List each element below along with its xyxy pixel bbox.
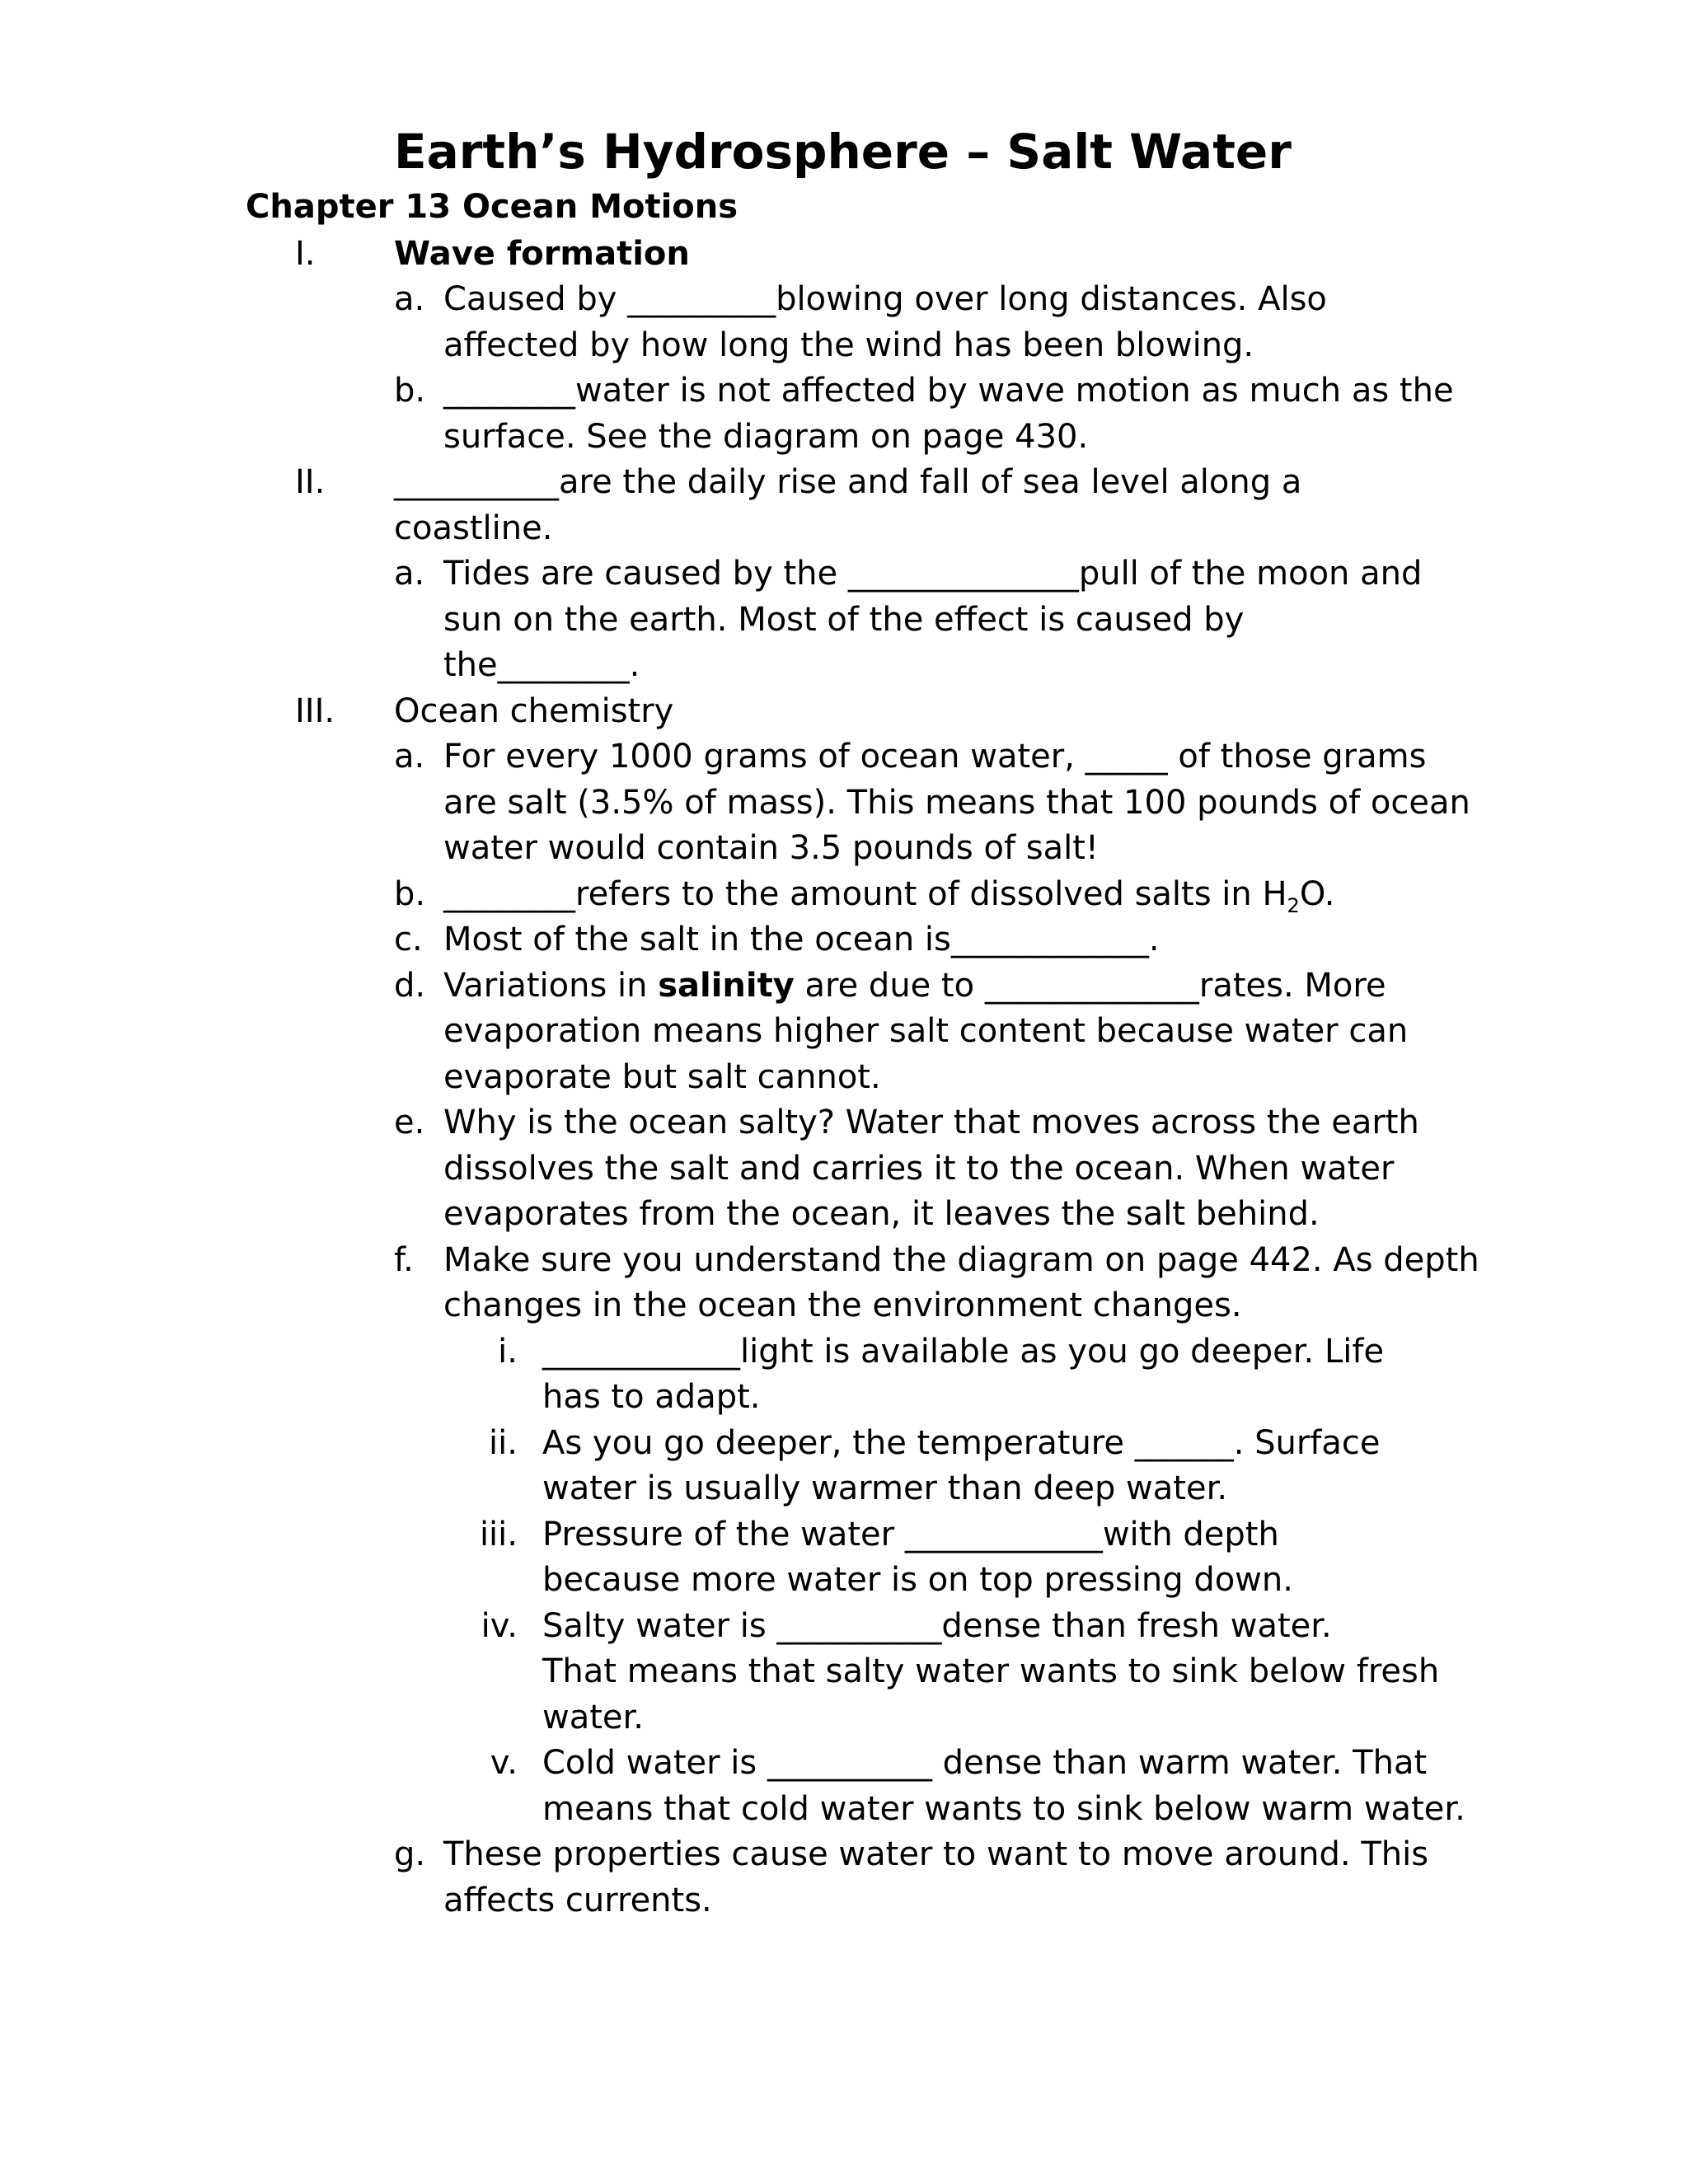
- item-line: the________.: [443, 646, 640, 684]
- section-line: __________are the daily rise and fall of sea level along a: [394, 463, 1302, 501]
- section-line: coastline.: [394, 509, 553, 547]
- subitem-line: Salty water is __________dense than fresh water.: [542, 1607, 1332, 1645]
- subitem-line: ____________light is available as you go deeper. Life: [542, 1333, 1385, 1371]
- item-line: ________water is not affected by wave motion as much as the: [443, 372, 1454, 410]
- item-letter: c.: [394, 921, 423, 958]
- item-line: Most of the salt in the ocean is____________.: [443, 921, 1160, 958]
- item-line: evaporate but salt cannot.: [443, 1058, 881, 1096]
- item-line-before: Variations in: [443, 967, 659, 1005]
- subitem-numeral: iii.: [479, 1516, 518, 1554]
- item-letter: e.: [394, 1104, 425, 1141]
- subitem-numeral: i.: [498, 1333, 518, 1371]
- item-line: evaporation means higher salt content because water can: [443, 1012, 1409, 1050]
- subitem-line: Cold water is __________ dense than warm water. That: [542, 1744, 1428, 1782]
- subitem-line: As you go deeper, the temperature ______. Surface: [542, 1424, 1381, 1462]
- chapter-heading: Chapter 13 Ocean Motions: [246, 188, 738, 226]
- item-line: dissolves the salt and carries it to the ocean. When water: [443, 1150, 1395, 1188]
- subitem-line: water.: [542, 1699, 645, 1736]
- subscript: 2: [1287, 894, 1300, 917]
- item-letter: a.: [394, 738, 425, 776]
- page-title: Earth’s Hydrosphere – Salt Water: [394, 124, 1292, 180]
- item-line: For every 1000 grams of ocean water, _____ of those grams: [443, 738, 1427, 776]
- item-letter: b.: [394, 875, 426, 913]
- item-line: water would contain 3.5 pounds of salt!: [443, 829, 1099, 867]
- item-letter: a.: [394, 280, 425, 318]
- section-numeral: II.: [295, 463, 326, 501]
- item-letter: f.: [394, 1241, 414, 1279]
- subitem-line: has to adapt.: [542, 1378, 761, 1416]
- item-line: Caused by _________blowing over long distances. Also: [443, 280, 1327, 318]
- item-letter: d.: [394, 967, 426, 1005]
- item-line: These properties cause water to want to move around. This: [443, 1835, 1429, 1873]
- section-numeral: I.: [295, 235, 316, 273]
- item-line: Tides are caused by the ______________pull of the moon and: [443, 555, 1423, 593]
- item-letter: g.: [394, 1835, 426, 1873]
- item-line: changes in the ocean the environment changes.: [443, 1286, 1242, 1324]
- subitem-line: Pressure of the water ____________with depth: [542, 1516, 1279, 1554]
- item-line: surface. See the diagram on page 430.: [443, 418, 1089, 456]
- item-line: affected by how long the wind has been blowing.: [443, 326, 1254, 364]
- item-line: Why is the ocean salty? Water that moves across the earth: [443, 1104, 1419, 1141]
- subitem-line: because more water is on top pressing down.: [542, 1561, 1293, 1599]
- item-line: Make sure you understand the diagram on page 442. As depth: [443, 1241, 1479, 1279]
- item-line: evaporates from the ocean, it leaves the salt behind.: [443, 1195, 1320, 1233]
- subitem-numeral: ii.: [489, 1424, 518, 1462]
- item-letter: b.: [394, 372, 426, 410]
- subitem-line: means that cold water wants to sink below warm water.: [542, 1790, 1465, 1828]
- section-heading: Ocean chemistry: [394, 692, 674, 730]
- item-line-after: are due to _____________rates. More: [794, 967, 1386, 1005]
- item-line: affects currents.: [443, 1882, 712, 1919]
- salinity-term: salinity: [658, 967, 795, 1005]
- subitem-numeral: iv.: [481, 1607, 518, 1645]
- item-line-after: O.: [1299, 875, 1335, 913]
- item-line: sun on the earth. Most of the effect is caused by: [443, 601, 1245, 639]
- subitem-line: That means that salty water wants to sink below fresh: [542, 1652, 1440, 1690]
- item-letter: a.: [394, 555, 425, 593]
- item-line-before: ________refers to the amount of dissolved salts in H: [443, 875, 1287, 913]
- item-line: [443, 963, 1386, 1010]
- item-line: are salt (3.5% of mass). This means that 100 pounds of ocean: [443, 784, 1470, 822]
- subitem-line: water is usually warmer than deep water.: [542, 1469, 1228, 1507]
- section-numeral: III.: [295, 692, 335, 730]
- section-heading: Wave formation: [394, 235, 690, 273]
- subitem-numeral: v.: [490, 1744, 518, 1782]
